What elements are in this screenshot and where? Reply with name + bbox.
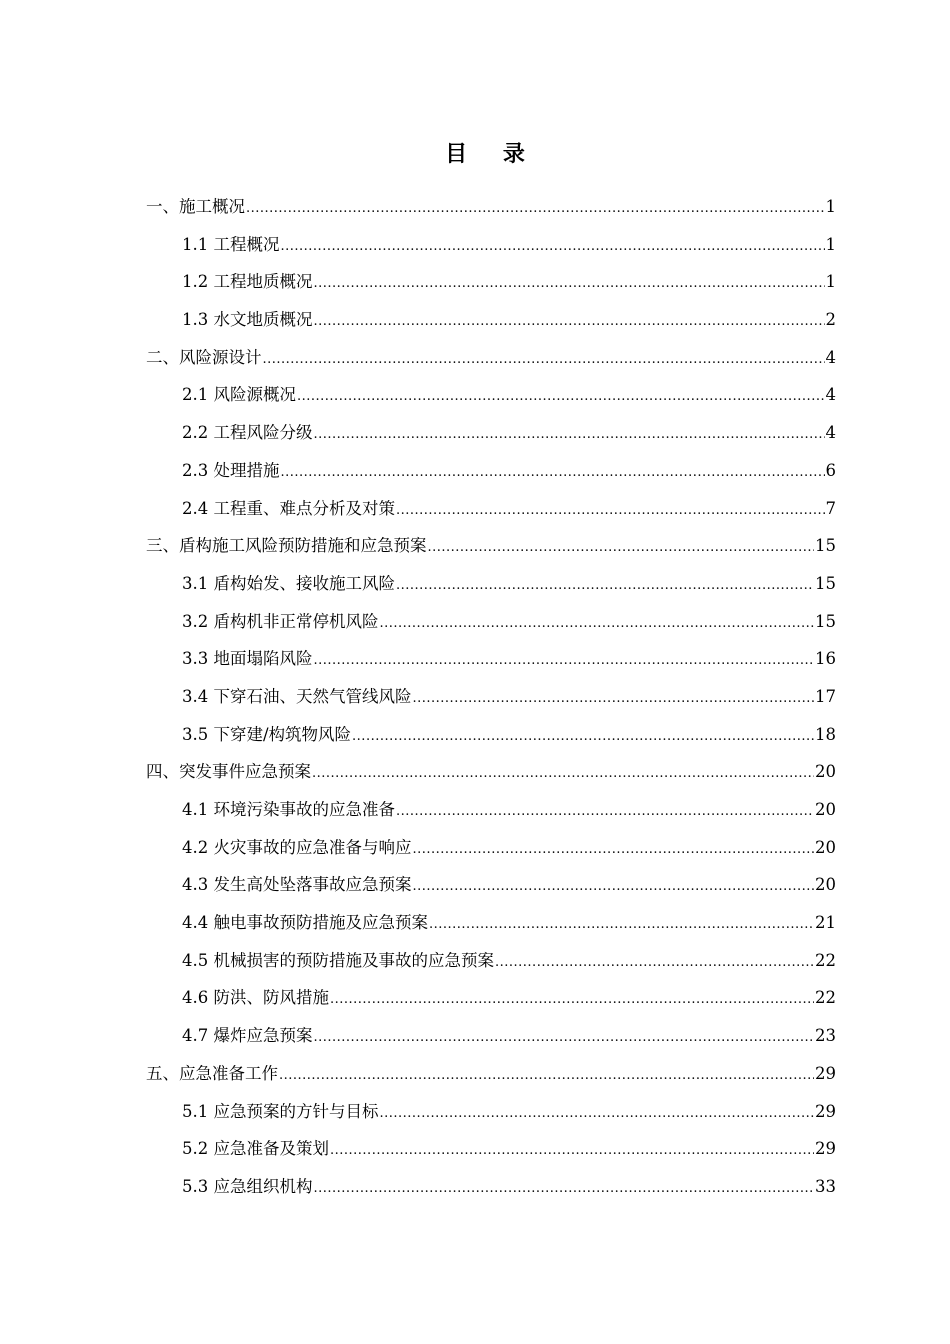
toc-entry-label: 5.1 应急预案的方针与目标 bbox=[182, 1101, 379, 1121]
dot-leader bbox=[413, 868, 815, 906]
toc-entry-page-number: 18 bbox=[815, 724, 836, 744]
toc-entry-label: 4.4 触电事故预防措施及应急预案 bbox=[182, 913, 428, 933]
dot-leader bbox=[246, 190, 825, 228]
dot-leader bbox=[413, 680, 815, 718]
toc-subsection-entry[interactable] bbox=[146, 263, 836, 301]
page-title: 目 录 bbox=[445, 141, 539, 167]
toc-entry-label: 4.1 环境污染事故的应急准备 bbox=[182, 800, 395, 819]
toc-subsection-entry[interactable] bbox=[146, 414, 836, 452]
toc-subsection-entry[interactable] bbox=[146, 565, 836, 603]
dot-leader bbox=[312, 755, 814, 793]
toc-entry-page-number: 22 bbox=[815, 950, 836, 970]
toc-entry-page-number: 4 bbox=[825, 385, 836, 405]
dot-leader bbox=[281, 454, 825, 492]
toc-entry-page-number: 15 bbox=[815, 536, 836, 556]
toc-entry-page-number: 4 bbox=[825, 423, 836, 443]
dot-leader bbox=[330, 981, 814, 1019]
toc-entry-page-number: 1 bbox=[825, 272, 836, 292]
dot-leader bbox=[413, 831, 815, 869]
toc-entry-page-number: 1 bbox=[825, 197, 836, 216]
toc-entry-page-number: 23 bbox=[815, 1026, 836, 1046]
table-of-contents bbox=[146, 188, 836, 1206]
toc-entry-label: 2.3 处理措施 bbox=[182, 460, 280, 480]
toc-entry-page-number: 21 bbox=[815, 913, 836, 933]
toc-entry-page-number: 29 bbox=[815, 1139, 836, 1159]
dot-leader bbox=[330, 1132, 814, 1170]
toc-entry-page-number: 6 bbox=[825, 460, 836, 480]
toc-entry-label: 4.6 防洪、防风措施 bbox=[182, 988, 329, 1008]
dot-leader bbox=[297, 378, 825, 416]
toc-entry-page-number: 15 bbox=[815, 611, 836, 631]
toc-entry-page-number: 29 bbox=[815, 1063, 836, 1083]
dot-leader bbox=[428, 529, 815, 567]
toc-section-entry[interactable] bbox=[146, 753, 836, 791]
toc-entry-page-number: 7 bbox=[825, 498, 836, 518]
dot-leader bbox=[495, 944, 814, 982]
dot-leader bbox=[396, 567, 814, 605]
toc-subsection-entry[interactable] bbox=[146, 829, 836, 867]
toc-subsection-entry[interactable] bbox=[146, 640, 836, 678]
toc-section-entry[interactable] bbox=[146, 188, 836, 226]
toc-subsection-entry[interactable] bbox=[146, 1168, 836, 1206]
dot-leader bbox=[429, 906, 814, 944]
toc-entry-page-number: 16 bbox=[815, 649, 836, 669]
toc-subsection-entry[interactable] bbox=[146, 716, 836, 754]
toc-subsection-entry[interactable] bbox=[146, 490, 836, 528]
toc-subsection-entry[interactable] bbox=[146, 1093, 836, 1131]
toc-entry-page-number: 4 bbox=[825, 347, 836, 367]
toc-subsection-entry[interactable] bbox=[146, 452, 836, 490]
dot-leader bbox=[281, 228, 825, 266]
toc-entry-page-number: 15 bbox=[815, 573, 836, 593]
dot-leader bbox=[279, 1057, 814, 1095]
toc-subsection-entry[interactable] bbox=[146, 1017, 836, 1055]
toc-section-entry[interactable] bbox=[146, 527, 836, 565]
toc-subsection-entry[interactable] bbox=[146, 904, 836, 942]
toc-entry-label: 3.1 盾构始发、接收施工风险 bbox=[182, 573, 395, 593]
toc-entry-label: 三、盾构施工风险预防措施和应急预案 bbox=[146, 536, 427, 556]
toc-entry-label: 3.5 下穿建/构筑物风险 bbox=[182, 724, 352, 744]
dot-leader bbox=[396, 492, 825, 530]
toc-entry-page-number: 17 bbox=[815, 686, 836, 706]
toc-entry-label: 五、应急准备工作 bbox=[146, 1063, 278, 1083]
toc-entry-label: 5.3 应急组织机构 bbox=[182, 1176, 313, 1196]
toc-entry-page-number: 20 bbox=[815, 800, 836, 819]
toc-entry-label: 3.3 地面塌陷风险 bbox=[182, 649, 313, 669]
toc-subsection-entry[interactable] bbox=[146, 376, 836, 414]
toc-entry-page-number: 29 bbox=[815, 1101, 836, 1121]
toc-entry-page-number: 2 bbox=[825, 310, 836, 330]
toc-entry-label: 4.2 火灾事故的应急准备与响应 bbox=[182, 837, 412, 857]
toc-entry-label: 2.1 风险源概况 bbox=[182, 385, 296, 405]
toc-entry-label: 1.2 工程地质概况 bbox=[182, 272, 313, 292]
toc-subsection-entry[interactable] bbox=[146, 226, 836, 264]
toc-entry-label: 3.2 盾构机非正常停机风险 bbox=[182, 611, 379, 631]
toc-entry-page-number: 20 bbox=[815, 837, 836, 857]
toc-entry-label: 4.7 爆炸应急预案 bbox=[182, 1026, 313, 1046]
dot-leader bbox=[380, 605, 815, 643]
dot-leader bbox=[263, 341, 825, 379]
toc-entry-label: 一、施工概况 bbox=[146, 197, 245, 216]
toc-section-entry[interactable] bbox=[146, 339, 836, 377]
toc-entry-page-number: 20 bbox=[815, 762, 836, 782]
toc-entry-page-number: 22 bbox=[815, 988, 836, 1008]
toc-entry-label: 3.4 下穿石油、天然气管线风险 bbox=[182, 686, 412, 706]
toc-subsection-entry[interactable] bbox=[146, 866, 836, 904]
toc-entry-page-number: 1 bbox=[825, 234, 836, 254]
toc-subsection-entry[interactable] bbox=[146, 1130, 836, 1168]
dot-leader bbox=[314, 265, 825, 303]
toc-subsection-entry[interactable] bbox=[146, 791, 836, 829]
toc-entry-page-number: 20 bbox=[815, 875, 836, 895]
toc-entry-page-number: 33 bbox=[815, 1176, 836, 1196]
dot-leader bbox=[396, 793, 814, 831]
dot-leader bbox=[314, 1019, 815, 1057]
toc-subsection-entry[interactable] bbox=[146, 301, 836, 339]
dot-leader bbox=[314, 416, 825, 454]
toc-entry-label: 2.4 工程重、难点分析及对策 bbox=[182, 498, 395, 518]
dot-leader bbox=[314, 1170, 815, 1208]
toc-entry-label: 4.5 机械损害的预防措施及事故的应急预案 bbox=[182, 950, 494, 970]
dot-leader bbox=[314, 642, 815, 680]
toc-entry-label: 5.2 应急准备及策划 bbox=[182, 1139, 329, 1159]
toc-entry-label: 二、风险源设计 bbox=[146, 347, 262, 367]
toc-subsection-entry[interactable] bbox=[146, 603, 836, 641]
toc-section-entry[interactable] bbox=[146, 1055, 836, 1093]
toc-entry-label: 4.3 发生高处坠落事故应急预案 bbox=[182, 875, 412, 895]
dot-leader bbox=[380, 1095, 815, 1133]
dot-leader bbox=[314, 303, 825, 341]
toc-subsection-entry[interactable] bbox=[146, 979, 836, 1017]
toc-entry-label: 1.3 水文地质概况 bbox=[182, 310, 313, 330]
toc-entry-label: 四、突发事件应急预案 bbox=[146, 762, 311, 782]
toc-entry-label: 2.2 工程风险分级 bbox=[182, 423, 313, 443]
dot-leader bbox=[352, 718, 814, 756]
toc-subsection-entry[interactable] bbox=[146, 942, 836, 980]
toc-subsection-entry[interactable] bbox=[146, 678, 836, 716]
toc-entry-label: 1.1 工程概况 bbox=[182, 234, 280, 254]
